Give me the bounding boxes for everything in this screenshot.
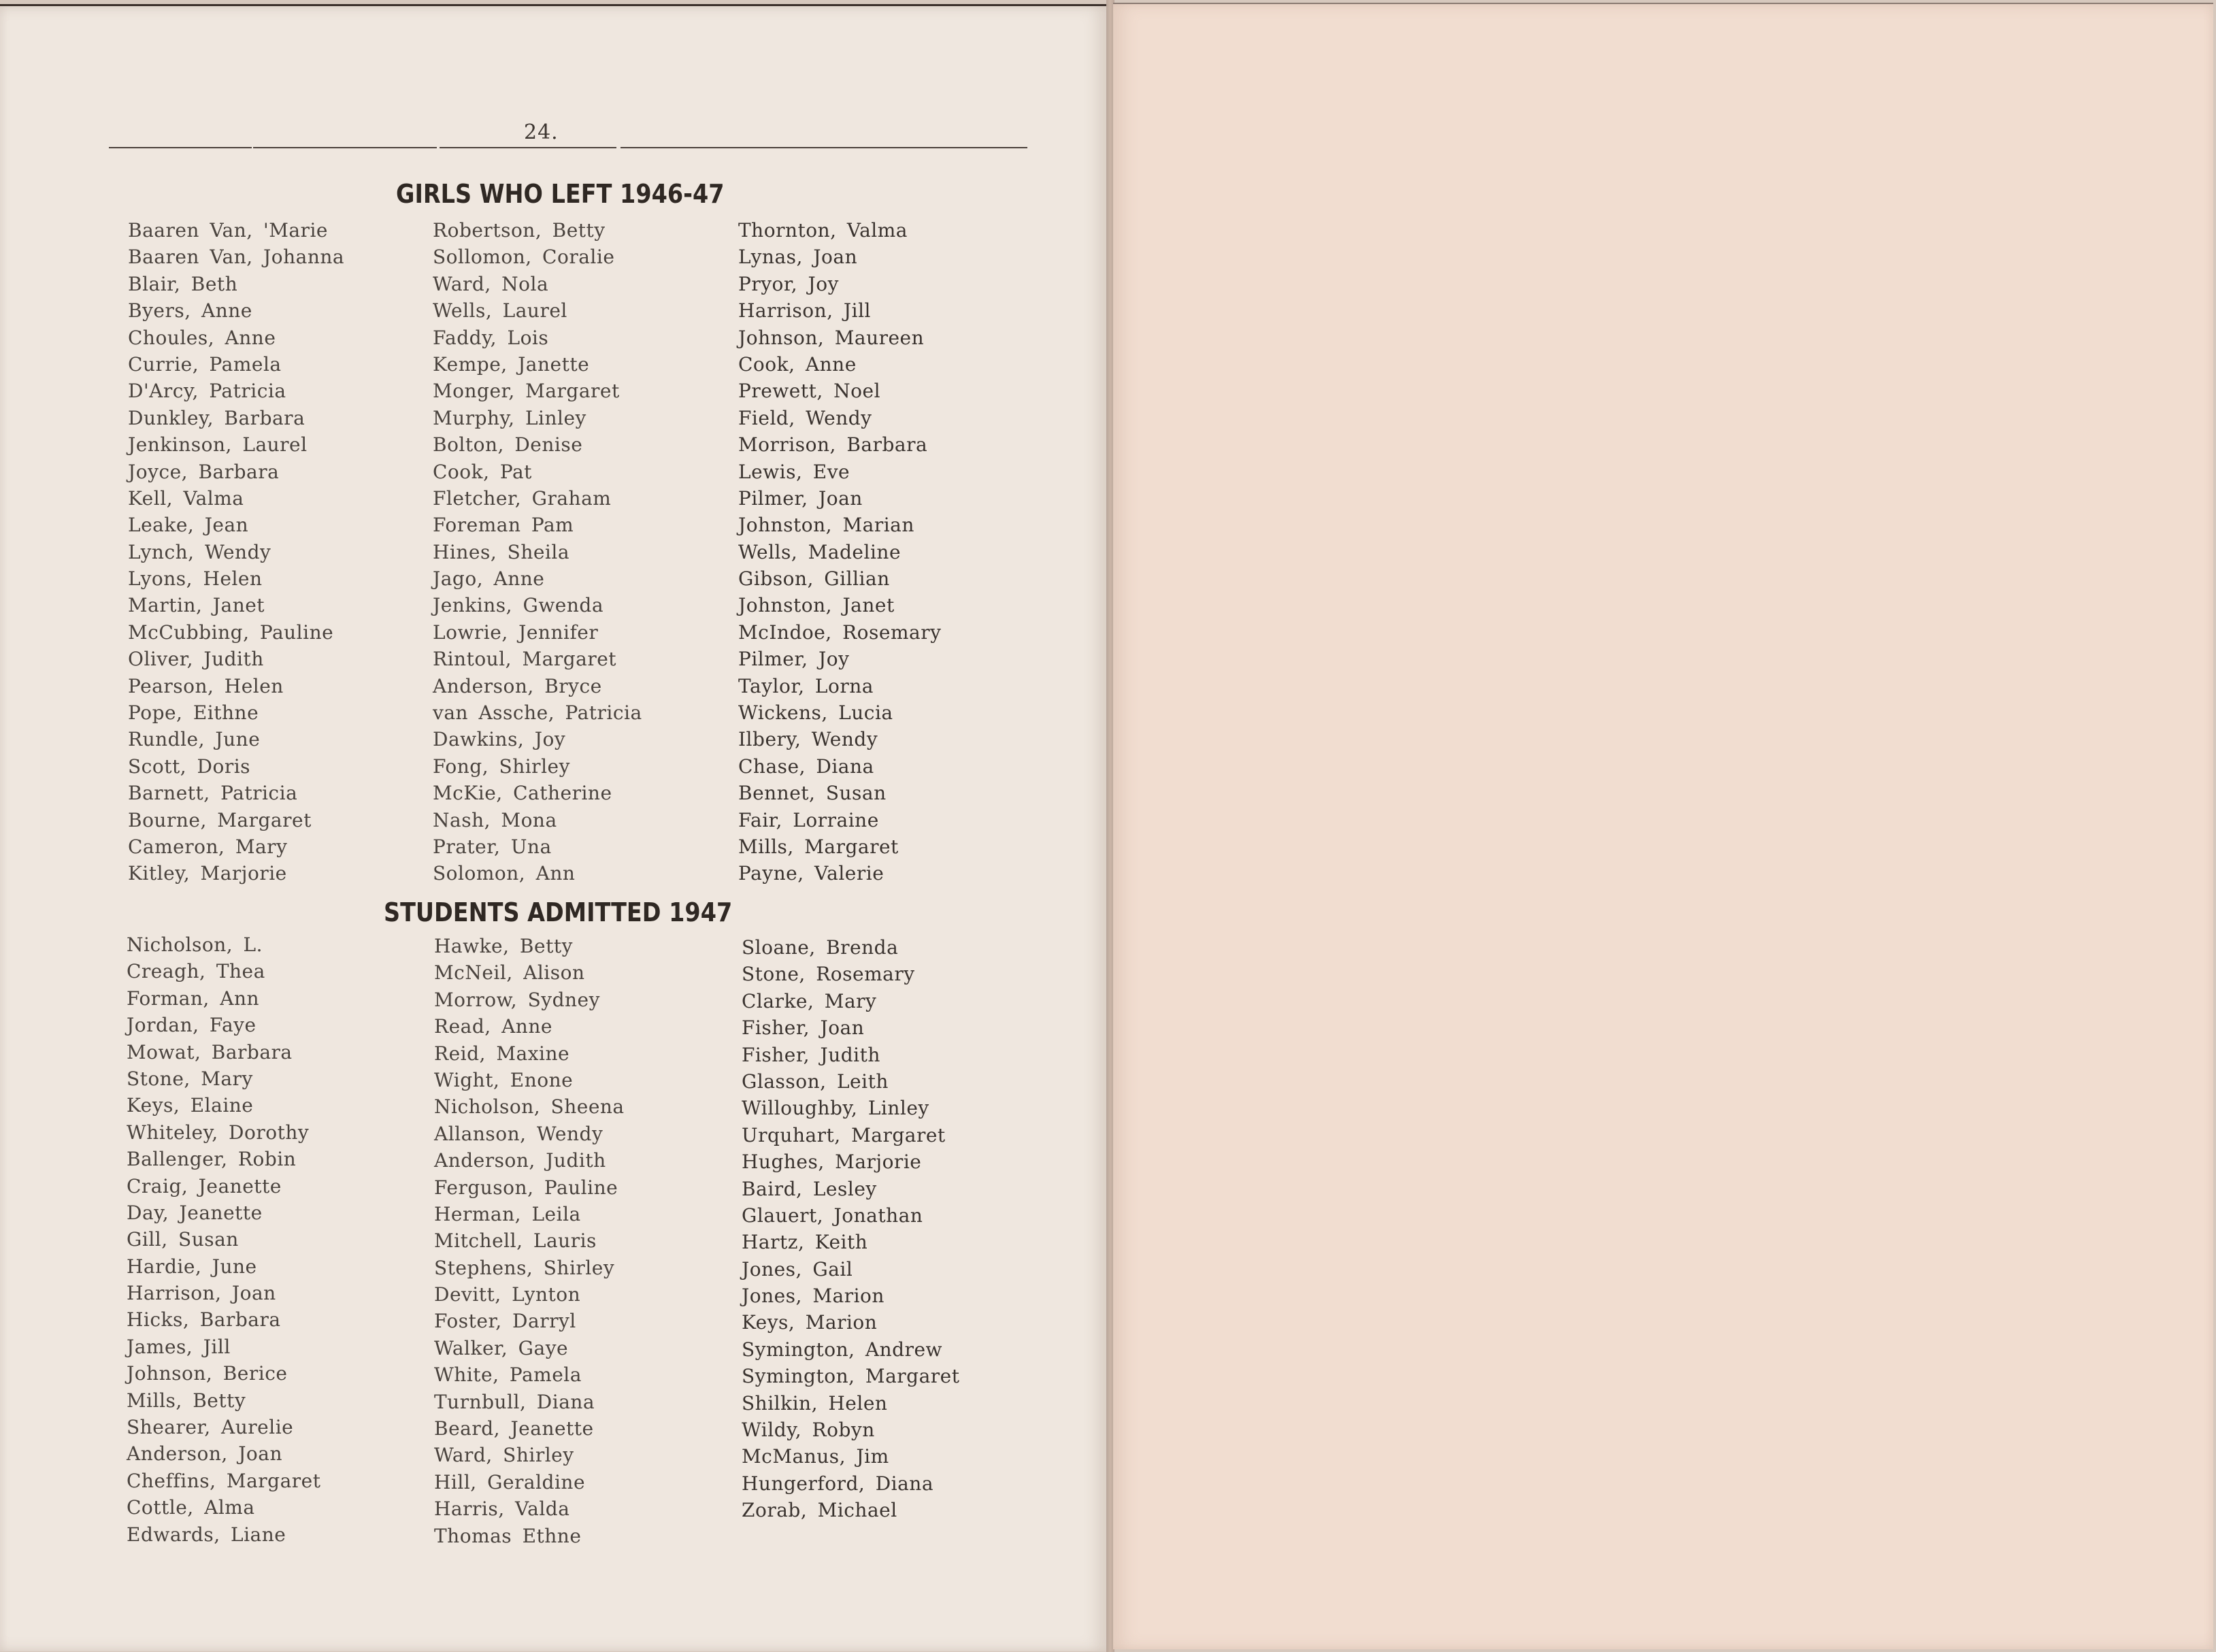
list-item: Johnson, Berice — [127, 1362, 288, 1385]
list-item: Faddy, Lois — [433, 326, 549, 349]
header-rule — [621, 147, 1027, 148]
list-item: Pearson, Helen — [128, 674, 284, 697]
page-number: 24. — [524, 120, 559, 144]
list-item: Cook, Anne — [738, 352, 857, 376]
list-item: Mowat, Barbara — [127, 1040, 293, 1063]
right-page-blank — [1113, 3, 2213, 1649]
list-item: Harris, Valda — [434, 1498, 570, 1521]
list-item: Lyons, Helen — [128, 567, 263, 591]
list-item: Jones, Marion — [742, 1285, 884, 1308]
list-item: Foreman Pam — [433, 514, 574, 537]
list-item: Currie, Pamela — [128, 352, 282, 376]
list-item: Fair, Lorraine — [738, 808, 879, 831]
list-item: Hartz, Keith — [742, 1231, 868, 1254]
list-item: Joyce, Barbara — [128, 460, 280, 483]
list-item: Allanson, Wendy — [434, 1122, 603, 1145]
list-item: White, Pamela — [434, 1364, 582, 1387]
list-item: Symington, Andrew — [742, 1338, 943, 1361]
girls-left-column-2 — [433, 217, 642, 887]
list-item: Willoughby, Linley — [742, 1097, 929, 1120]
list-item: Anderson, Bryce — [433, 674, 602, 697]
list-item: Jones, Gail — [742, 1257, 853, 1281]
list-item: Payne, Valerie — [738, 862, 884, 885]
list-item: Kempe, Janette — [433, 352, 590, 376]
list-item: Read, Anne — [434, 1015, 552, 1038]
list-item: Beard, Jeanette — [434, 1417, 594, 1440]
students-admitted-column-1 — [127, 931, 320, 1548]
list-item: Hill, Geraldine — [434, 1470, 586, 1493]
list-item: Johnson, Maureen — [738, 326, 925, 349]
list-item: Oliver, Judith — [128, 648, 264, 671]
list-item: Anderson, Judith — [434, 1149, 606, 1172]
list-item: Morrow, Sydney — [434, 988, 600, 1011]
list-item: McManus, Jim — [742, 1445, 889, 1468]
list-item: Nash, Mona — [433, 808, 557, 831]
list-item: Martin, Janet — [128, 594, 265, 617]
list-item: Jordan, Faye — [127, 1014, 257, 1037]
header-rule — [440, 147, 616, 148]
list-item: Mitchell, Lauris — [434, 1229, 597, 1253]
list-item: Pilmer, Joy — [738, 648, 850, 671]
list-item: Hines, Sheila — [433, 540, 570, 563]
list-item: Urquhart, Margaret — [742, 1123, 946, 1146]
list-item: Wells, Madeline — [738, 540, 902, 563]
list-item: Johnston, Janet — [738, 594, 895, 617]
students-admitted-column-3 — [742, 934, 959, 1524]
list-item: Stone, Rosemary — [742, 963, 915, 986]
list-item: van Assche, Patricia — [433, 701, 642, 725]
list-item: Fisher, Judith — [742, 1043, 880, 1066]
list-item: Prewett, Noel — [738, 380, 881, 403]
list-item: Wight, Enone — [434, 1068, 574, 1091]
list-item: Barnett, Patricia — [128, 782, 298, 805]
list-item: Fong, Shirley — [433, 755, 570, 778]
list-item: Glauert, Jonathan — [742, 1204, 923, 1227]
list-item: Craig, Jeanette — [127, 1174, 282, 1197]
list-item: Cheffins, Margaret — [127, 1469, 321, 1492]
section-heading-students-admitted: STUDENTS ADMITTED 1947 — [384, 897, 733, 927]
list-item: Herman, Leila — [434, 1202, 581, 1225]
list-item: Lewis, Eve — [738, 460, 850, 483]
list-item: Byers, Anne — [128, 299, 252, 323]
list-item: Jenkins, Gwenda — [433, 594, 604, 617]
list-item: Hughes, Marjorie — [742, 1151, 922, 1174]
list-item: Scott, Doris — [128, 755, 251, 778]
list-item: Shilkin, Helen — [742, 1391, 888, 1415]
list-item: Dawkins, Joy — [433, 728, 566, 751]
list-item: Thomas Ethne — [434, 1524, 582, 1547]
list-item: Day, Jeanette — [127, 1201, 263, 1224]
list-item: Pryor, Joy — [738, 272, 839, 295]
list-item: Shearer, Aurelie — [127, 1416, 294, 1439]
list-item: Creagh, Thea — [127, 960, 265, 983]
list-item: Symington, Margaret — [742, 1365, 960, 1388]
list-item: Nicholson, Sheena — [434, 1095, 625, 1119]
list-item: Lowrie, Jennifer — [433, 621, 599, 644]
list-item: Mills, Margaret — [738, 835, 899, 858]
list-item: Monger, Margaret — [433, 380, 620, 403]
list-item: Taylor, Lorna — [738, 674, 874, 697]
list-item: Keys, Elaine — [127, 1094, 254, 1117]
list-item: Dunkley, Barbara — [128, 406, 305, 429]
list-item: Rintoul, Margaret — [433, 648, 617, 671]
list-item: Wells, Laurel — [433, 299, 567, 323]
list-item: McIndoe, Rosemary — [738, 621, 942, 644]
list-item: D'Arcy, Patricia — [128, 380, 286, 403]
header-rule — [109, 147, 252, 148]
list-item: Fletcher, Graham — [433, 486, 612, 510]
list-item: Whiteley, Dorothy — [127, 1121, 310, 1144]
list-item: Thornton, Valma — [738, 219, 908, 242]
list-item: Reid, Maxine — [434, 1042, 570, 1065]
list-item: Sloane, Brenda — [742, 936, 899, 959]
list-item: Hardie, June — [127, 1255, 257, 1278]
list-item: Robertson, Betty — [433, 219, 606, 242]
list-item: Bennet, Susan — [738, 782, 887, 805]
list-item: Prater, Una — [433, 835, 552, 858]
list-item: Bourne, Margaret — [128, 808, 312, 831]
list-item: Harrison, Joan — [127, 1282, 276, 1305]
list-item: Foster, Darryl — [434, 1310, 576, 1333]
list-item: Leake, Jean — [128, 514, 249, 537]
list-item: Johnston, Marian — [738, 514, 914, 537]
section-heading-girls-who-left: GIRLS WHO LEFT 1946-47 — [396, 179, 725, 209]
list-item: Gill, Susan — [127, 1228, 239, 1251]
left-page — [0, 4, 1108, 1651]
list-item: Ward, Shirley — [434, 1444, 574, 1467]
list-item: Clarke, Mary — [742, 989, 877, 1012]
list-item: Pope, Eithne — [128, 701, 259, 725]
list-item: Zorab, Michael — [742, 1499, 897, 1522]
list-item: Wildy, Robyn — [742, 1419, 875, 1442]
list-item: Cameron, Mary — [128, 835, 288, 858]
students-admitted-column-2 — [434, 933, 625, 1549]
list-item: Lynas, Joan — [738, 246, 858, 269]
list-item: Forman, Ann — [127, 987, 260, 1010]
list-item: Gibson, Gillian — [738, 567, 890, 591]
list-item: Morrison, Barbara — [738, 433, 928, 457]
list-item: Ilbery, Wendy — [738, 728, 878, 751]
list-item: Ferguson, Pauline — [434, 1176, 618, 1199]
list-item: Pilmer, Joan — [738, 486, 863, 510]
list-item: Blair, Beth — [128, 272, 238, 295]
list-item: Anderson, Joan — [127, 1442, 283, 1466]
list-item: Baird, Lesley — [742, 1177, 877, 1200]
list-item: Chase, Diana — [738, 755, 874, 778]
list-item: Ballenger, Robin — [127, 1148, 297, 1171]
list-item: McKie, Catherine — [433, 782, 612, 805]
list-item: Choules, Anne — [128, 326, 276, 349]
list-item: Devitt, Lynton — [434, 1283, 581, 1306]
list-item: Rundle, June — [128, 728, 261, 751]
list-item: Kitley, Marjorie — [128, 862, 287, 885]
list-item: Stephens, Shirley — [434, 1256, 615, 1279]
list-item: Ward, Nola — [433, 272, 549, 295]
list-item: Bolton, Denise — [433, 433, 583, 457]
list-item: James, Jill — [127, 1335, 231, 1358]
list-item: Hicks, Barbara — [127, 1308, 281, 1332]
list-item: Stone, Mary — [127, 1067, 253, 1090]
list-item: Cottle, Alma — [127, 1496, 255, 1519]
list-item: McCubbing, Pauline — [128, 621, 334, 644]
list-item: Field, Wendy — [738, 406, 872, 429]
list-item: Nicholson, L. — [127, 934, 263, 956]
list-item: Wickens, Lucia — [738, 701, 893, 725]
list-item: Hawke, Betty — [434, 935, 573, 957]
list-item: Walker, Gaye — [434, 1336, 569, 1359]
list-item: Murphy, Linley — [433, 406, 586, 429]
list-item: Kell, Valma — [128, 486, 244, 510]
list-item: Mills, Betty — [127, 1389, 246, 1412]
list-item: Hungerford, Diana — [742, 1472, 934, 1495]
list-item: Glasson, Leith — [742, 1070, 889, 1093]
list-item: Cook, Pat — [433, 460, 532, 483]
list-item: Baaren Van, Johanna — [128, 246, 345, 269]
girls-left-column-1 — [128, 217, 344, 887]
header-rule — [253, 147, 437, 148]
list-item: Fisher, Joan — [742, 1017, 865, 1040]
girls-left-column-3 — [738, 217, 941, 887]
list-item: Baaren Van, 'Marie — [128, 219, 328, 242]
list-item: Jago, Anne — [433, 567, 545, 591]
list-item: Sollomon, Coralie — [433, 246, 615, 269]
list-item: McNeil, Alison — [434, 961, 585, 985]
list-item: Edwards, Liane — [127, 1523, 286, 1546]
list-item: Harrison, Jill — [738, 299, 871, 323]
list-item: Turnbull, Diana — [434, 1390, 595, 1413]
list-item: Solomon, Ann — [433, 862, 576, 885]
list-item: Keys, Marion — [742, 1311, 878, 1334]
list-item: Jenkinson, Laurel — [128, 433, 308, 457]
list-item: Lynch, Wendy — [128, 540, 271, 563]
